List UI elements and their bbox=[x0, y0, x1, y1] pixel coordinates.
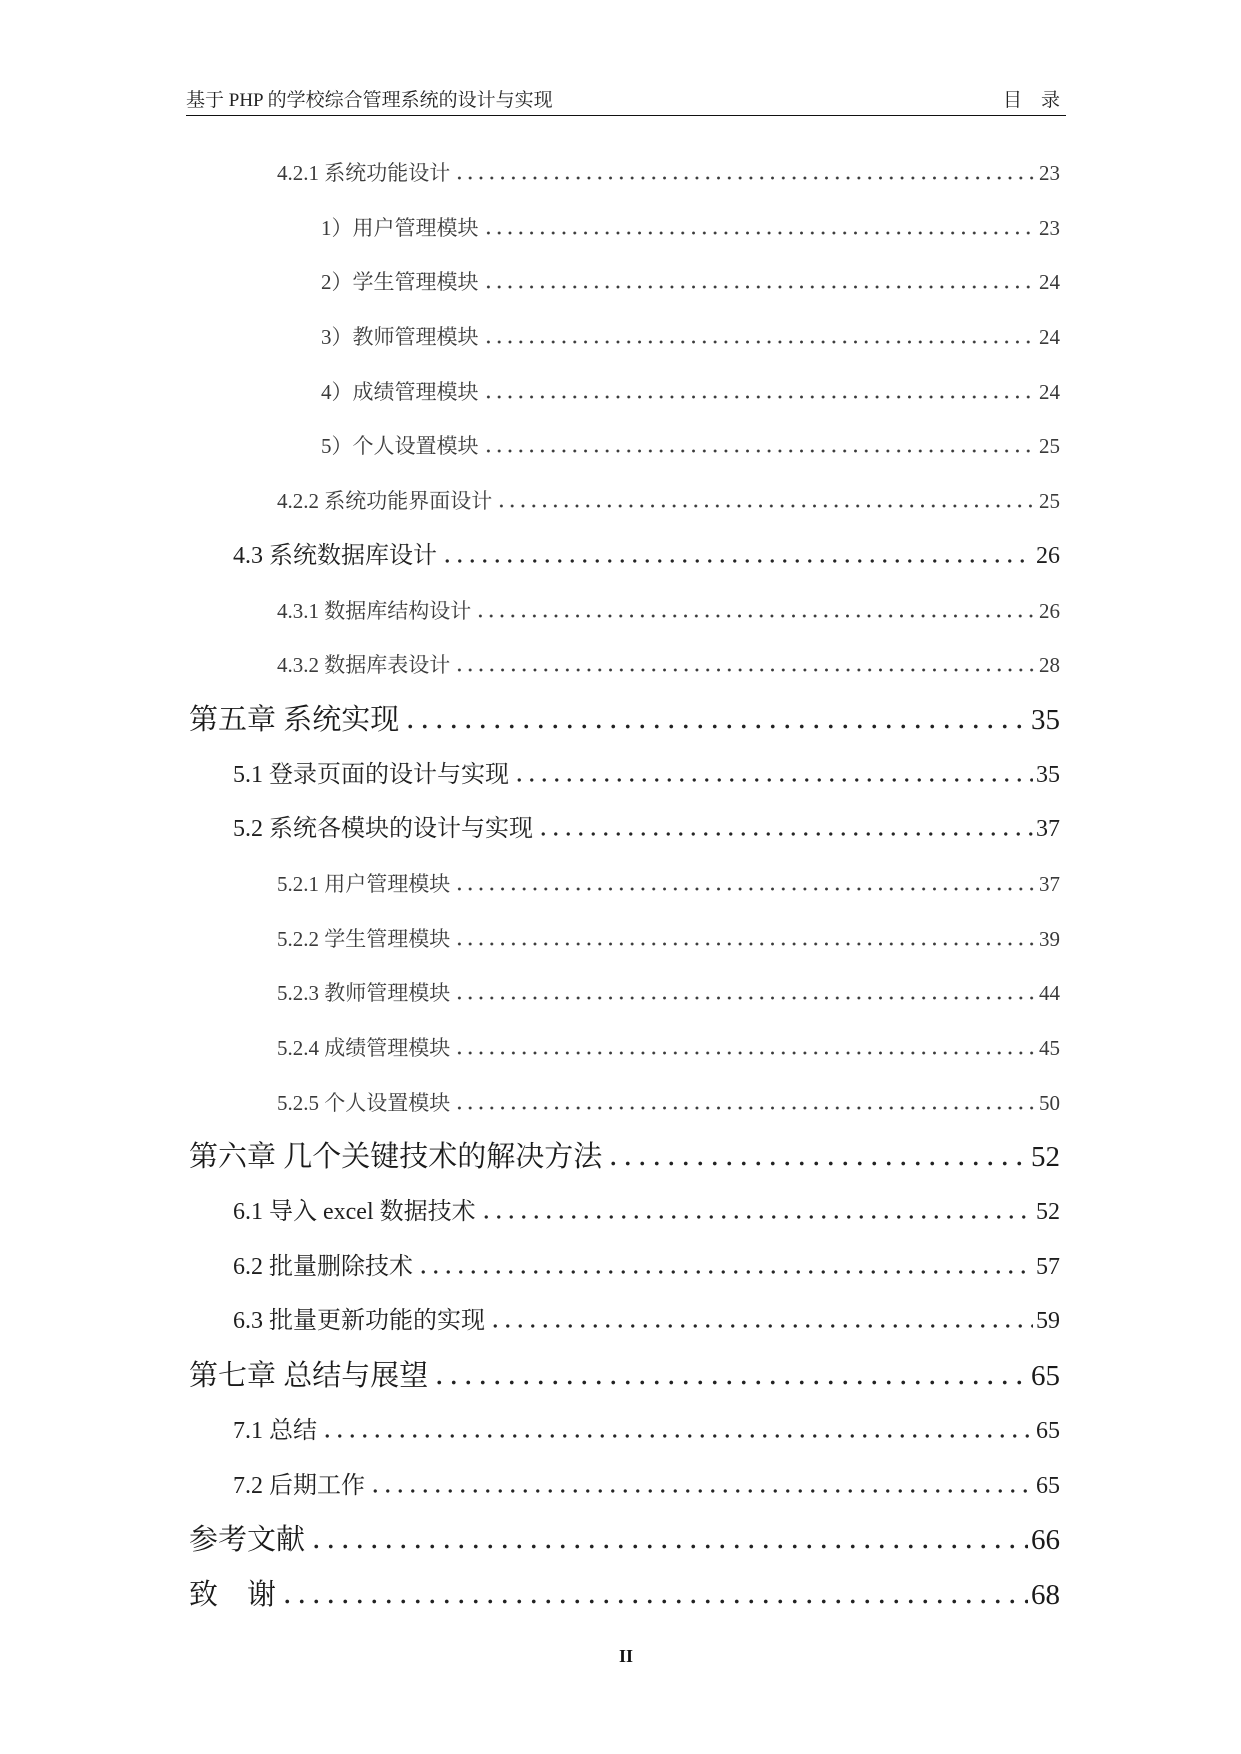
toc-entry bbox=[186, 1130, 1060, 1185]
toc-entry-page: 66 bbox=[1031, 1524, 1060, 1557]
toc-entry-page: 68 bbox=[1031, 1578, 1060, 1611]
toc-dot-leader bbox=[432, 1380, 1028, 1385]
toc-entry-title: 4.3.1 数据库结构设计 bbox=[277, 598, 472, 623]
toc-entry-page: 45 bbox=[1039, 1036, 1060, 1060]
toc-entry-title: 第七章 总结与展望 bbox=[189, 1360, 429, 1393]
toc-entry-title: 7.2 后期工作 bbox=[233, 1472, 365, 1499]
toc-entry-title: 6.1 导入 excel 数据技术 bbox=[233, 1199, 476, 1226]
toc-dot-leader bbox=[483, 340, 1037, 344]
toc-entry-page: 25 bbox=[1039, 434, 1060, 459]
toc-dot-leader bbox=[454, 668, 1036, 672]
document-title: 基于 PHP 的学校综合管理系统的设计与实现 bbox=[186, 90, 553, 111]
toc-dot-leader bbox=[403, 724, 1028, 729]
toc-entry-title: 4.2.1 系统功能设计 bbox=[277, 161, 451, 185]
toc-entry bbox=[186, 1513, 1060, 1568]
toc-dot-leader bbox=[483, 285, 1037, 289]
toc-dot-leader bbox=[475, 614, 1036, 618]
toc-entry-page: 37 bbox=[1039, 871, 1060, 896]
toc-dot-leader bbox=[454, 1106, 1036, 1110]
toc-entry bbox=[186, 146, 1060, 201]
toc-entry bbox=[186, 365, 1060, 420]
toc-entry bbox=[186, 1404, 1060, 1459]
toc-entry-page: 24 bbox=[1039, 379, 1060, 404]
toc-entry-page: 57 bbox=[1036, 1253, 1060, 1280]
toc-entry bbox=[186, 857, 1060, 912]
toc-entry-title: 致 谢 bbox=[189, 1578, 277, 1611]
toc-entry-page: 52 bbox=[1031, 1141, 1060, 1174]
toc-entry-page: 25 bbox=[1039, 489, 1060, 514]
toc-entry-page: 24 bbox=[1039, 270, 1060, 295]
toc-list bbox=[186, 146, 1060, 1623]
page-number: II bbox=[618, 1646, 633, 1666]
toc-entry-page: 35 bbox=[1036, 761, 1060, 788]
toc-dot-leader bbox=[321, 1434, 1033, 1438]
toc-entry-page: 59 bbox=[1036, 1308, 1060, 1335]
toc-entry-page: 37 bbox=[1036, 816, 1060, 843]
toc-entry bbox=[186, 1459, 1060, 1514]
toc-entry-title: 5.2 系统各模块的设计与实现 bbox=[233, 816, 533, 843]
toc-entry-page: 23 bbox=[1039, 215, 1060, 240]
toc-entry-page: 39 bbox=[1039, 926, 1060, 951]
toc-entry-title: 参考文献 bbox=[189, 1524, 306, 1557]
toc-dot-leader bbox=[454, 1051, 1036, 1055]
toc-dot-leader bbox=[454, 887, 1036, 891]
toc-dot-leader bbox=[496, 504, 1036, 508]
toc-entry bbox=[186, 201, 1060, 256]
toc-entry-title: 5.2.1 用户管理模块 bbox=[277, 871, 451, 896]
toc-entry-title: 4.3.2 数据库表设计 bbox=[277, 653, 451, 678]
toc-entry bbox=[186, 474, 1060, 529]
toc-entry-title: 5.2.4 成绩管理模块 bbox=[277, 1036, 451, 1060]
toc-dot-leader bbox=[441, 559, 1033, 563]
toc-entry bbox=[186, 1294, 1060, 1349]
toc-entry-page: 26 bbox=[1039, 598, 1060, 623]
toc-entry bbox=[186, 1349, 1060, 1404]
toc-dot-leader bbox=[483, 449, 1037, 453]
toc-entry-title: 第六章 几个关键技术的解决方法 bbox=[189, 1141, 603, 1174]
running-header bbox=[186, 86, 1066, 116]
toc-entry-page: 50 bbox=[1039, 1090, 1060, 1115]
toc-entry bbox=[186, 1076, 1060, 1131]
toc-dot-leader bbox=[489, 1324, 1033, 1328]
toc-dot-leader bbox=[369, 1489, 1033, 1493]
toc-entry-page: 65 bbox=[1036, 1417, 1060, 1444]
toc-entry bbox=[186, 1021, 1060, 1076]
toc-dot-leader bbox=[480, 1215, 1033, 1219]
toc-entry bbox=[186, 255, 1060, 310]
toc-entry-title: 5.2.2 学生管理模块 bbox=[277, 926, 451, 951]
toc-entry-page: 26 bbox=[1036, 542, 1060, 569]
toc-dot-leader bbox=[454, 176, 1036, 180]
toc-entry-title: 2）学生管理模块 bbox=[321, 270, 479, 295]
toc-dot-leader bbox=[513, 778, 1033, 782]
toc-entry-title: 6.2 批量删除技术 bbox=[233, 1253, 413, 1280]
toc-entry-page: 52 bbox=[1036, 1199, 1060, 1226]
toc-entry-title: 5）个人设置模块 bbox=[321, 434, 479, 459]
section-name: 目 录 bbox=[1002, 90, 1060, 111]
toc-dot-leader bbox=[537, 832, 1033, 836]
toc-entry-title: 4.3 系统数据库设计 bbox=[233, 542, 437, 569]
toc-entry-title: 4）成绩管理模块 bbox=[321, 379, 479, 404]
toc-entry-page: 23 bbox=[1039, 161, 1060, 185]
toc-dot-leader bbox=[309, 1544, 1028, 1549]
toc-entry bbox=[186, 638, 1060, 693]
toc-dot-leader bbox=[280, 1599, 1028, 1604]
toc-entry bbox=[186, 802, 1060, 857]
toc-entry-title: 5.2.3 教师管理模块 bbox=[277, 981, 451, 1006]
toc-entry-title: 5.1 登录页面的设计与实现 bbox=[233, 761, 509, 788]
toc-entry-title: 6.3 批量更新功能的实现 bbox=[233, 1308, 485, 1335]
toc-entry-page: 65 bbox=[1031, 1360, 1060, 1393]
toc-entry-title: 7.1 总结 bbox=[233, 1417, 317, 1444]
toc-entry-page: 35 bbox=[1031, 703, 1060, 736]
toc-entry-title: 4.2.2 系统功能界面设计 bbox=[277, 489, 493, 514]
toc-entry bbox=[186, 912, 1060, 967]
toc-dot-leader bbox=[454, 996, 1036, 1000]
toc-entry bbox=[186, 693, 1060, 748]
toc-entry-title: 3）教师管理模块 bbox=[321, 325, 479, 350]
toc-entry bbox=[186, 1568, 1060, 1623]
toc-entry bbox=[186, 748, 1060, 803]
toc-entry-page: 44 bbox=[1039, 981, 1060, 1006]
toc-entry-title: 1）用户管理模块 bbox=[321, 215, 479, 240]
toc-entry bbox=[186, 529, 1060, 584]
toc-entry-page: 24 bbox=[1039, 325, 1060, 350]
toc-entry bbox=[186, 966, 1060, 1021]
toc-entry-page: 28 bbox=[1039, 653, 1060, 678]
toc-entry bbox=[186, 310, 1060, 365]
toc-entry bbox=[186, 1240, 1060, 1295]
toc-dot-leader bbox=[483, 395, 1037, 399]
toc-dot-leader bbox=[606, 1161, 1028, 1166]
toc-entry bbox=[186, 1185, 1060, 1240]
toc-entry-page: 65 bbox=[1036, 1472, 1060, 1499]
toc-dot-leader bbox=[483, 231, 1037, 235]
toc-entry-title: 5.2.5 个人设置模块 bbox=[277, 1090, 451, 1115]
toc-dot-leader bbox=[417, 1270, 1033, 1274]
toc-entry bbox=[186, 584, 1060, 639]
toc-entry bbox=[186, 419, 1060, 474]
toc-entry-title: 第五章 系统实现 bbox=[189, 703, 400, 736]
toc-dot-leader bbox=[454, 942, 1036, 946]
